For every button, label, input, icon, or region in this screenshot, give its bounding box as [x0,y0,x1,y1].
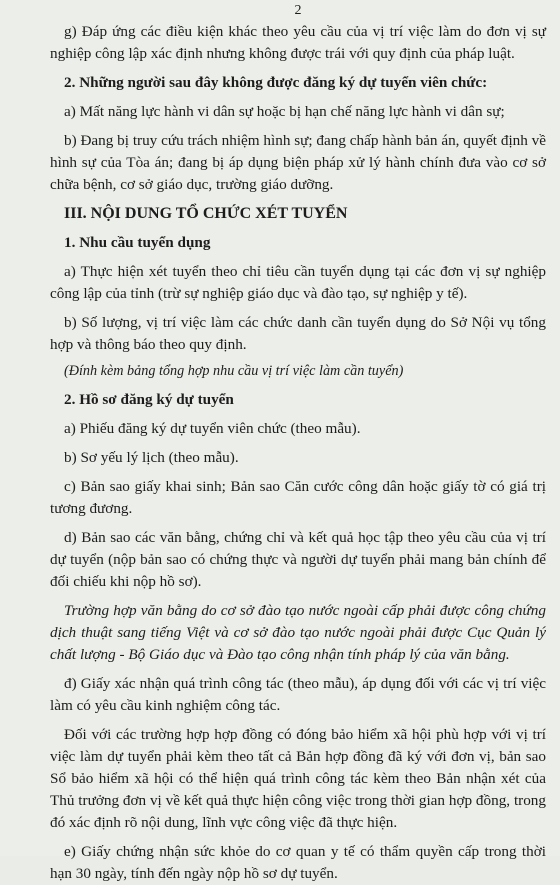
paragraph-b-positions: b) Số lượng, vị trí việc làm các chức danh cần tuyển dụng do Sở Nội vụ tổng hợp và thông báo theo quy định. [50,314,546,353]
paragraph-dd-work-confirmation: đ) Giấy xác nhận quá trình công tác (theo mẫu), áp dụng đối với các vị trí việc làm có yêu cầu kinh nghiệm công tác. [50,675,546,714]
paragraph-foreign-diplomas: Trường hợp văn bằng do cơ sở đào tạo nước ngoài cấp phải được công chứng dịch thuật sang tiếng Việt và cơ sở đào tạo nước ngoài phải được Cục Quản lý chất lượng - Bộ Giáo dục và Đào tạo công nhận tính pháp lý của văn bằng. [50,602,546,663]
heading-recruitment-needs: 1. Nhu cầu tuyển dụng [64,234,211,251]
paragraph-b-criminal: b) Đang bị truy cứu trách nhiệm hình sự; đang chấp hành bản án, quyết định về hình sự của Tòa án; đang bị áp dụng biện pháp xử lý hành chính đưa vào cơ sở chữa bệnh, cơ sở giáo dục, trường giáo dưỡng. [50,132,546,193]
paragraph-c-birth-certificate: c) Bản sao giấy khai sinh; Bản sao Căn cước công dân hoặc giấy tờ có giá trị tương đương. [50,478,546,517]
paragraph-insurance-contracts: Đối với các trường hợp hợp đồng có đóng bảo hiểm xã hội phù hợp với vị trí việc làm dự tuyển phải kèm theo tất cả Bản hợp đồng đã ký với đơn vị, bản sao Sổ bảo hiểm xã hội có thể hiện quá trình công tác kèm theo Bản nhận xét của Thủ trưởng đơn vị về kết quả thực hiện công việc trong thời gian hợp đồng, trong đó xác định rõ nội dung, lĩnh vực công việc đã thực hiện. [50,726,546,831]
paragraph-d-diplomas: d) Bản sao các văn bằng, chứng chỉ và kết quả học tập theo yêu cầu của vị trí dự tuyển (nộp bản sao có chứng thực và người dự tuyển phải mang bản chính để đối chiếu khi nộp hồ sơ). [50,529,546,590]
section-heading-iii: III. NỘI DUNG TỔ CHỨC XÉT TUYỂN [64,205,348,222]
heading-application-dossier: 2. Hồ sơ đăng ký dự tuyển [64,391,234,408]
paragraph-a-civil-capacity: a) Mất năng lực hành vi dân sự hoặc bị hạn chế năng lực hành vi dân sự; [64,103,505,120]
paragraph-a-registration-form: a) Phiếu đăng ký dự tuyển viên chức (theo mẫu). [64,420,361,437]
note-attached-table: (Đính kèm bảng tổng hợp nhu cầu vị trí việc làm cần tuyển) [64,363,404,379]
heading-ineligible-persons: 2. Những người sau đây không được đăng ký dự tuyển viên chức: [64,74,488,91]
paragraph-e-health-certificate: e) Giấy chứng nhận sức khỏe do cơ quan y tế có thẩm quyền cấp trong thời hạn 30 ngày, tính đến ngày nộp hồ sơ dự tuyển. [50,843,546,882]
page-number: 2 [294,3,302,18]
paragraph-a-quota: a) Thực hiện xét tuyển theo chỉ tiêu cần tuyển dụng tại các đơn vị sự nghiệp công lập của tỉnh (trừ sự nghiệp giáo dục và đào tạo, sự nghiệp y tế). [50,263,546,302]
paragraph-g-conditions: g) Đáp ứng các điều kiện khác theo yêu cầu của vị trí việc làm do đơn vị sự nghiệp công lập xác định nhưng không được trái với quy định của pháp luật. [50,23,546,62]
paragraph-b-resume: b) Sơ yếu lý lịch (theo mẫu). [64,449,239,466]
